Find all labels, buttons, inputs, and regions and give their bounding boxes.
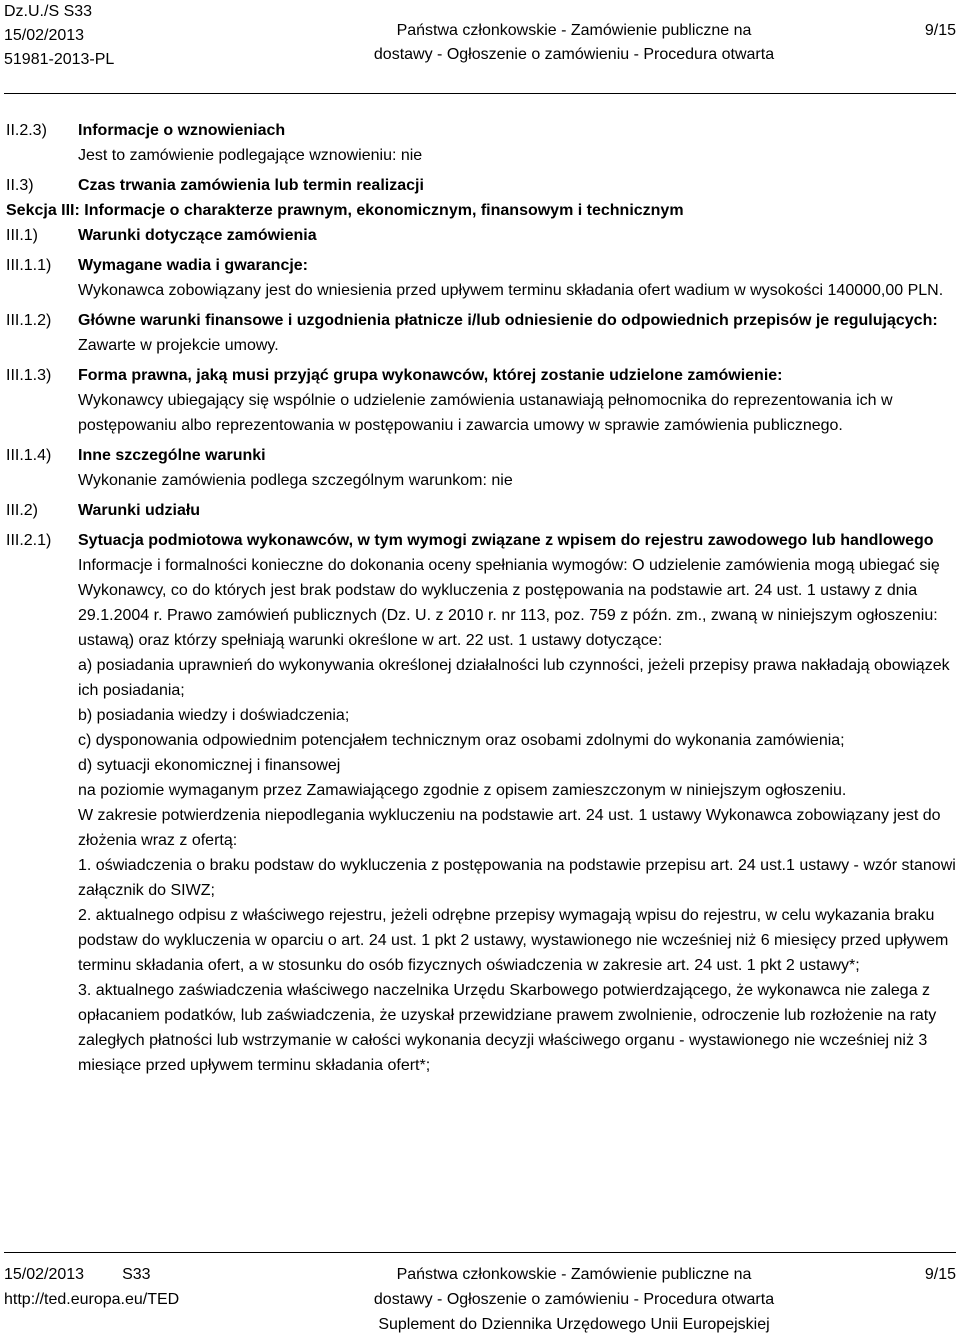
header-date: 15/02/2013 — [4, 27, 85, 44]
section-title: Warunki dotyczące zamówienia — [78, 227, 317, 244]
section-title: Główne warunki finansowe i uzgodnienia płatnicze i/lub odniesienie do odpowiednich przepisów je regulujących: — [78, 312, 938, 329]
section-title: Czas trwania zamówienia lub termin realizacji — [78, 177, 424, 194]
section-number: III.1.2) — [6, 312, 52, 329]
section-text: Zawarte w projekcie umowy. — [78, 337, 279, 354]
section-item — [6, 223, 956, 248]
footer-left — [4, 1262, 179, 1312]
footer-page-number: 9/15 — [924, 1266, 956, 1283]
section-text: Wykonawcy ubiegający się wspólnie o udzielenie zamówienia ustanawiają pełnomocnika do reprezentowania ich w postępowaniu albo reprezentowania w postępowaniu i zawarcia umowy w sprawie zamówienia publicznego. — [78, 392, 893, 434]
section-text: 3. aktualnego zaświadczenia właściwego naczelnika Urzędu Skarbowego potwierdzającego, że wykonawca nie zalega z opłacaniem podatków, lub zaświadczenia, że uzyskał przewidziane prawem zwolnienie, odroczenie lub rozłożenie na raty zaległych płatności lub wstrzymanie w całości wykonania decyzji właściwego organu - wystawionego nie wcześniej niż 3 miesiące przed upływem terminu składania ofert*; — [78, 982, 937, 1074]
section-number: II.3) — [6, 177, 34, 194]
section-item — [6, 443, 956, 493]
section-number: III.1.3) — [6, 367, 52, 384]
section-text: Wykonawca zobowiązany jest do wniesienia przed upływem terminu składania ofert wadium w wysokości 140000,00 PLN. — [78, 282, 944, 299]
section-2-list — [6, 118, 956, 198]
section-number: II.2.3) — [6, 122, 47, 139]
header-journal: Dz.U./S S33 — [4, 3, 93, 20]
section-number: III.1) — [6, 227, 39, 244]
section-text: 2. aktualnego odpisu z właściwego rejestru, jeżeli odrębne przepisy wymagają wpisu do rejestru, w celu wykazania braku podstaw do wykluczenia w oparciu o art. 24 ust. 1 pkt 2 ustawy, wystawionego nie wcześniej niż 6 miesięcy przed upływem terminu składania ofert, a w stosunku do osób fizycznych oświadczenia w zakresie art. 24 ust. 1 pkt 2 ustawy*; — [78, 907, 949, 974]
footer-url: http://ted.europa.eu/TED — [4, 1291, 180, 1308]
footer-journal: S33 — [122, 1266, 151, 1283]
section-item — [6, 308, 956, 358]
section-number: III.1.4) — [6, 447, 52, 464]
section-text: Informacje i formalności konieczne do dokonania oceny spełniania wymogów: O udzielenie zamówienia mogą ubiegać się Wykonawcy, co do których jest brak podstaw do wykluczenia z postępowania na podstawie art. 24 ust. 1 ustawy z dnia 29.1.2004 r. Prawo zamówień publicznych (Dz. U. z 2010 r. nr 113, poz. 759 z późn. zm., zwaną w niniejszym ogłoszeniu: ustawą) oraz którzy spełniają warunki określone w art. 22 ust. 1 ustawy dotyczące: — [78, 557, 940, 649]
section-title: Sytuacja podmiotowa wykonawców, w tym wymogi związane z wpisem do rejestru zawodowego lub handlowego — [78, 532, 934, 549]
header-left — [4, 0, 114, 72]
header-page-number: 9/15 — [924, 22, 956, 39]
section-text: na poziomie wymaganym przez Zamawiającego zgodnie z opisem zamieszczonym w niniejszym ogłoszeniu. — [78, 782, 847, 799]
section-title: Warunki udziału — [78, 502, 201, 519]
header-divider — [4, 93, 956, 94]
section-text: b) posiadania wiedzy i doświadczenia; — [78, 707, 350, 724]
header-title-line2: dostawy - Ogłoszenie o zamówieniu - Procedura otwarta — [373, 46, 775, 63]
section-title: Informacje o wznowieniach — [78, 122, 286, 139]
section-number: III.2) — [6, 502, 39, 519]
section-text: Wykonanie zamówienia podlega szczególnym warunkom: nie — [78, 472, 513, 489]
section-item — [6, 528, 956, 1078]
footer-date: 15/02/2013 — [4, 1266, 85, 1283]
section-3-list — [6, 223, 956, 1078]
section-item — [6, 253, 956, 303]
section-item — [6, 118, 956, 168]
section-title: Forma prawna, jaką musi przyjąć grupa wykonawców, której zostanie udzielone zamówienie: — [78, 367, 783, 384]
section-item — [6, 363, 956, 438]
section-item — [6, 498, 956, 523]
footer-title-line1: Państwa członkowskie - Zamówienie publiczne na — [396, 1266, 752, 1283]
header-title-line1: Państwa członkowskie - Zamówienie publiczne na — [396, 22, 752, 39]
section-text: W zakresie potwierdzenia niepodlegania wykluczeniu na podstawie art. 24 ust. 1 ustawy Wykonawca zobowiązany jest do złożenia wraz z ofertą: — [78, 807, 941, 849]
section-number: III.1.1) — [6, 257, 52, 274]
section-text: c) dysponowania odpowiednim potencjałem technicznym oraz osobami zdolnymi do wykonania zamówienia; — [78, 732, 845, 749]
footer-title-line3: Suplement do Dziennika Urzędowego Unii Europejskiej — [378, 1316, 770, 1333]
document-body — [6, 118, 956, 1078]
section-number: III.2.1) — [6, 532, 52, 549]
section-title: Inne szczególne warunki — [78, 447, 266, 464]
section-text: d) sytuacji ekonomicznej i finansowej — [78, 757, 341, 774]
footer-title — [334, 1262, 814, 1337]
section-title: Wymagane wadia i gwarancje: — [78, 257, 309, 274]
section-text: 1. oświadczenia o braku podstaw do wykluczenia z postępowania na podstawie przepisu art. 24 ust.1 ustawy - wzór stanowi załącznik do SIWZ; — [78, 857, 956, 899]
section-text: Jest to zamówienie podlegające wznowieniu: nie — [78, 147, 423, 164]
section-3-heading: Sekcja III: Informacje o charakterze prawnym, ekonomicznym, finansowym i technicznym — [6, 202, 684, 219]
page-footer — [4, 1262, 956, 1334]
header-title — [334, 19, 814, 67]
footer-title-line2: dostawy - Ogłoszenie o zamówieniu - Procedura otwarta — [373, 1291, 775, 1308]
section-text: a) posiadania uprawnień do wykonywania określonej działalności lub czynności, jeżeli przepisy prawa nakładają obowiązek ich posiadania; — [78, 657, 950, 699]
page-header — [4, 0, 956, 84]
section-item — [6, 173, 956, 198]
footer-divider — [4, 1252, 956, 1253]
header-ref: 51981-2013-PL — [4, 51, 115, 68]
